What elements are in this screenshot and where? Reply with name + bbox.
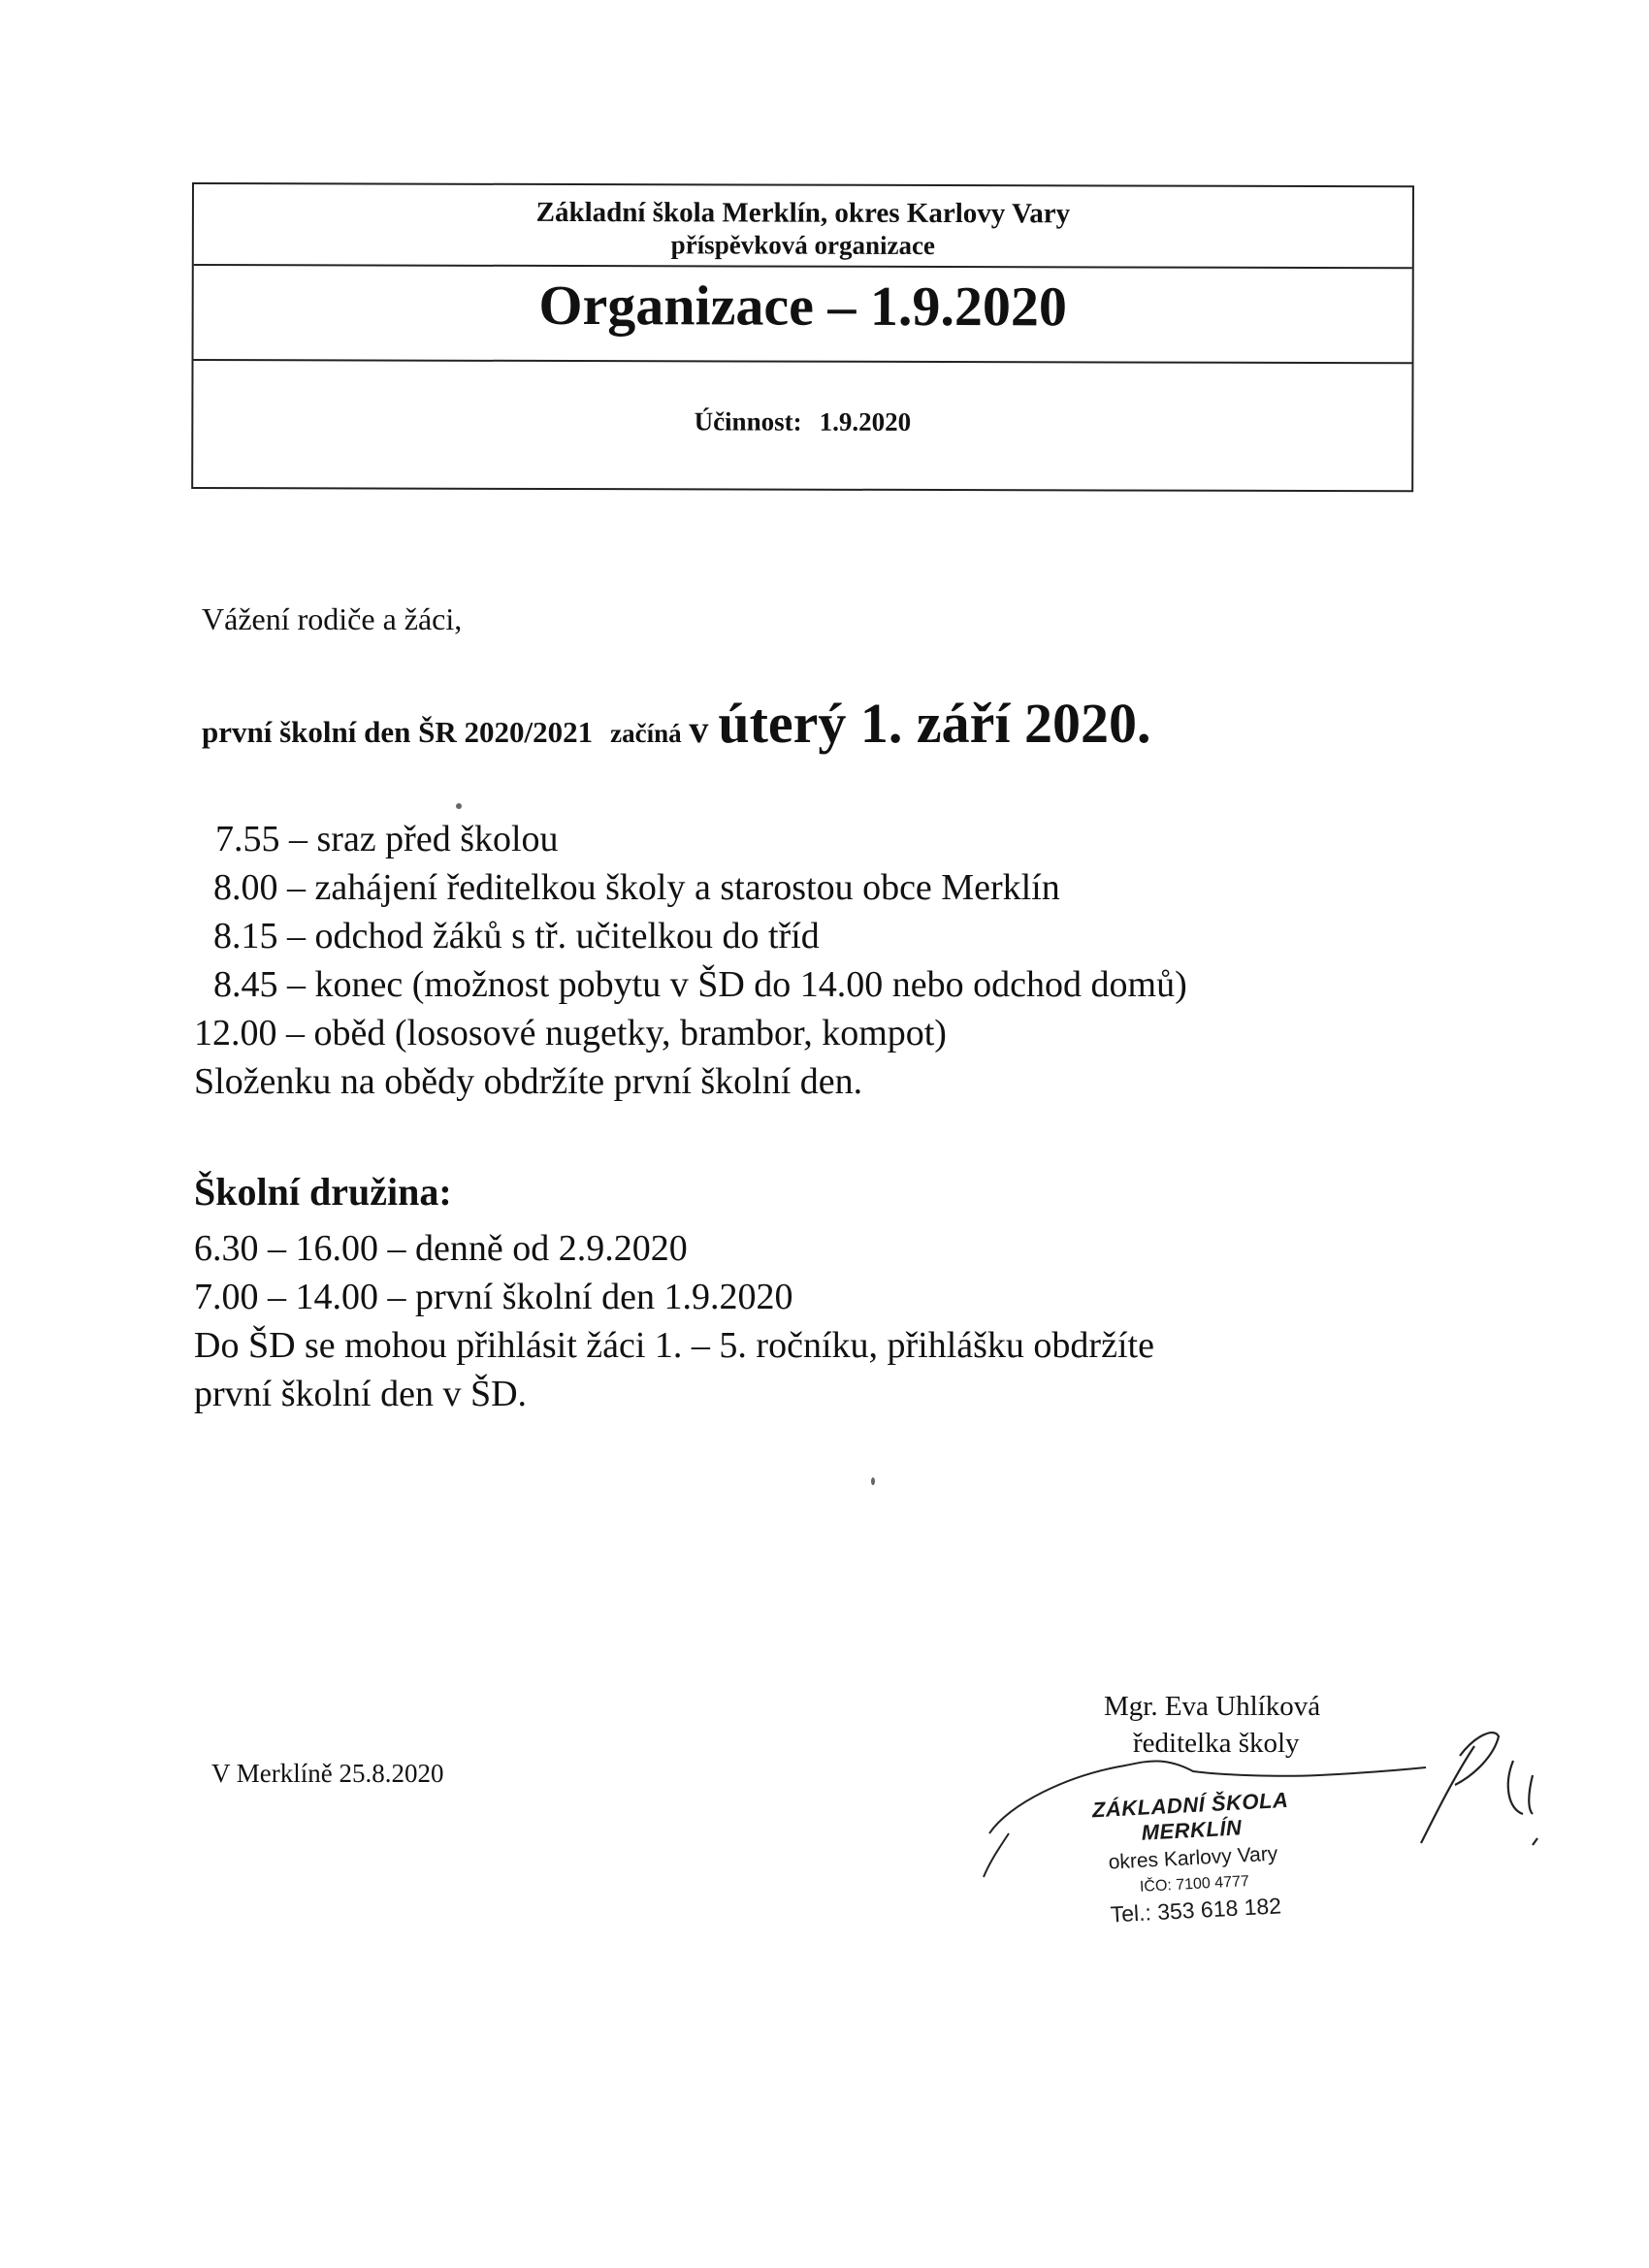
effective-date xyxy=(193,405,1411,438)
school-name: Základní škola Merklín, okres Karlovy Vary xyxy=(535,196,1071,230)
schedule-list xyxy=(194,815,1187,1106)
first-day-announcement xyxy=(202,691,1151,756)
school-club-line: první školní den v ŠD. xyxy=(194,1374,528,1414)
scan-speck xyxy=(456,803,462,809)
place-and-date: V Merklíně 25.8.2020 xyxy=(211,1759,444,1788)
first-day-starts: začíná xyxy=(610,719,682,748)
stamp-line: ZÁKLADNÍ ŠKOLA MERKLÍN xyxy=(1091,1787,1289,1845)
effective-label: Účinnost: xyxy=(694,406,802,437)
school-club-line: 7.00 – 14.00 – první školní den 1.9.2020 xyxy=(194,1277,793,1317)
greeting: Vážení rodiče a žáci, xyxy=(202,601,463,636)
school-club-info xyxy=(194,1224,1154,1418)
stamp-line: okres Karlovy Vary xyxy=(1108,1842,1278,1874)
effective-value: 1.9.2020 xyxy=(819,406,912,437)
first-day-date: úterý 1. září 2020. xyxy=(718,692,1151,755)
document-title: Organizace – 1.9.2020 xyxy=(538,273,1067,339)
school-club-title: Školní družina: xyxy=(194,1170,452,1214)
first-day-lead: první školní den ŠR 2020/2021 xyxy=(202,715,594,749)
stamp-line: IČO: 7100 4777 xyxy=(1139,1873,1250,1895)
school-club-line: Do ŠD se mohou přihlásit žáci 1. – 5. ročníku, přihlášku obdržíte xyxy=(194,1325,1154,1366)
school-type: příspěvková organizace xyxy=(670,230,935,261)
signatory-role: ředitelka školy xyxy=(1133,1728,1300,1759)
schedule-item: 8.45 – konec (možnost pobytu v ŠD do 14.00 nebo odchod domů) xyxy=(213,964,1187,1005)
schedule-note: Složenku na obědy obdržíte první školní den. xyxy=(194,1061,863,1102)
schedule-item: 8.00 – zahájení ředitelkou školy a starostou obce Merklín xyxy=(213,867,1060,908)
school-club-line: 6.30 – 16.00 – denně od 2.9.2020 xyxy=(194,1228,688,1269)
first-day-v: v xyxy=(689,707,709,751)
stamp-line: Tel.: 353 618 182 xyxy=(1109,1893,1282,1928)
schedule-item: 8.15 – odchod žáků s tř. učitelkou do tříd xyxy=(213,916,820,956)
header-divider xyxy=(194,264,1412,269)
document-header xyxy=(191,182,1414,492)
schedule-item: 7.55 – sraz před školou xyxy=(215,819,559,859)
scan-speck xyxy=(871,1477,875,1485)
school-stamp xyxy=(1045,1785,1342,1931)
header-divider xyxy=(194,359,1412,364)
signatory-name: Mgr. Eva Uhlíková xyxy=(1104,1691,1321,1722)
schedule-item: 12.00 – oběd (lososové nugetky, brambor, kompot) xyxy=(194,1013,947,1053)
